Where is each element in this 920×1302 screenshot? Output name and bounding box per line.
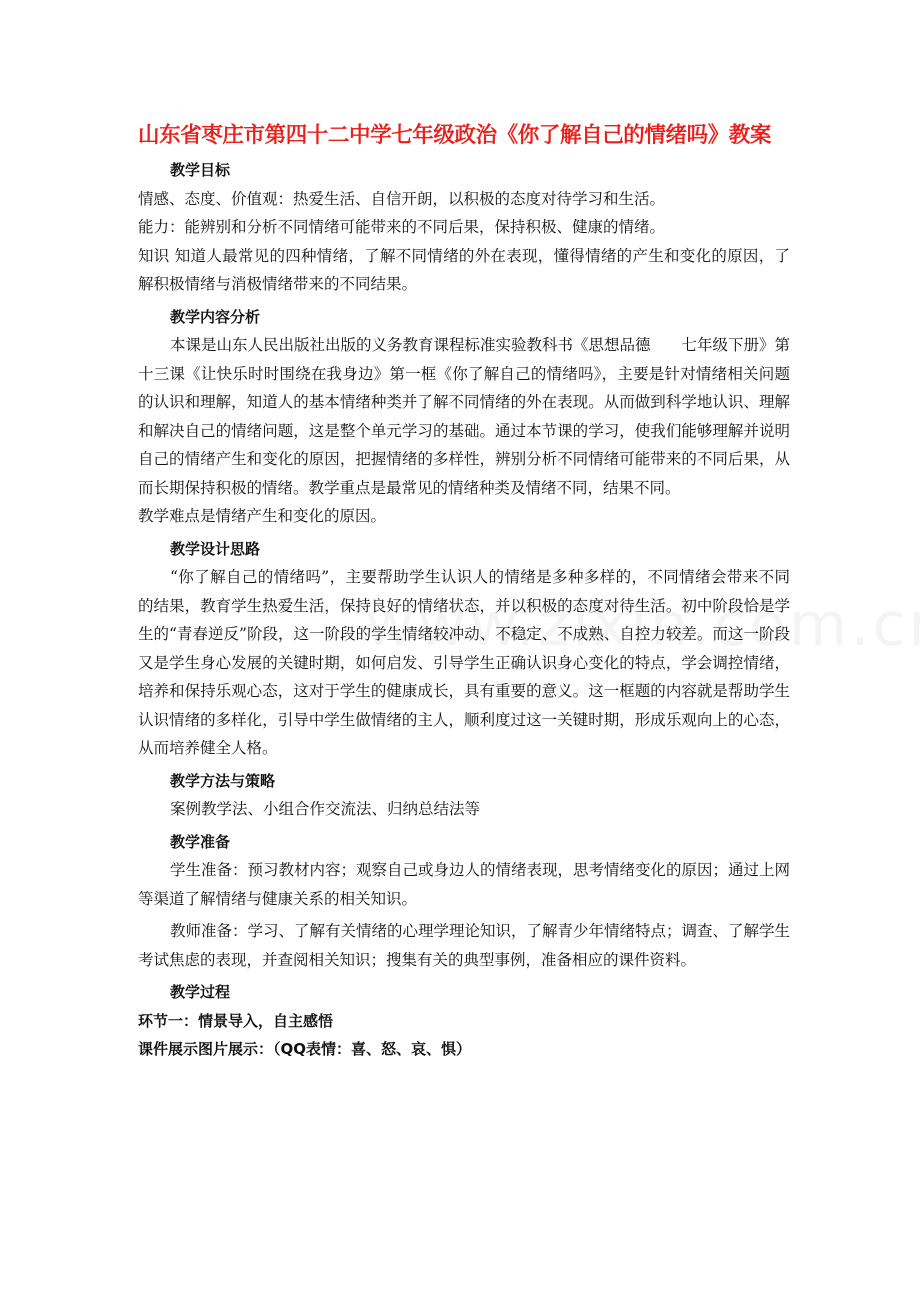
document-title: 山东省枣庄市第四十二中学七年级政治《你了解自己的情绪吗》教案 <box>138 123 772 148</box>
difficulty-paragraph: 教学难点是情绪产生和变化的原因。 <box>138 507 387 525</box>
goal-emotion: 情感、态度、价值观：热爱生活、自信开朗，以积极的态度对待学习和生活。 <box>138 189 666 208</box>
goal-knowledge: 知识 知道人最常见的四种情绪，了解不同情绪的外在表现，懂得情绪的产生和变化的原因，了解积极情绪与消极情绪带来的不同结果。 <box>138 246 790 293</box>
design-paragraph: “你了解自己的情绪吗”，主要帮助学生认识人的情绪是多种多样的，不同情绪会带来不同的结果，教育学生热爱生活，保持良好的情绪状态，并以积极的态度对待生活。初中阶段恰是学生的“青春逆反”阶段，这一阶段的学生情绪较冲动、不稳定、不成熟、自控力较差。而这一阶段又是学生身心发展的关键时期，如何启发、引导学生正确认识身心变化的特点，学会调控情绪，培养和保持乐观心态，这对于学生的健康成长，具有重要的意义。这一框题的内容就是帮助学生认识情绪的多样化，引导中学生做情绪的主人，顺利度过这一关键时期，形成乐观向上的心态，从而培养健全人格。 <box>138 568 790 757</box>
document-body <box>138 156 790 1064</box>
heading-methods: 教学方法与策略 <box>170 771 276 790</box>
heading-goals: 教学目标 <box>170 161 231 179</box>
teacher-preparation: 教师准备：学习、了解有关情绪的心理学理论知识，了解青少年情绪特点；调查、了解学生考试焦虑的表现，并查阅相关知识；搜集有关的典型事例，准备相应的课件资料。 <box>138 922 791 969</box>
process-step-1-detail: 课件展示图片展示：（QQ表情：喜、怒、哀、惧） <box>138 1040 472 1058</box>
heading-preparation: 教学准备 <box>170 832 231 851</box>
heading-design: 教学设计思路 <box>170 539 261 558</box>
content-analysis-paragraph: 本课是山东人民出版社出版的义务教育课程标准实验教科书《思想品德 七年级下册》第十三课《让快乐时时围绕在我身边》第一框《你了解自己的情绪吗》，主要是针对情绪相关问题的认识和理解，知道人的基本情绪种类并了解不同情绪的外在表现。从而做到科学地认识、理解和解决自己的情绪问题，这是整个单元学习的基础。通过本节课的学习，使我们能够理解并说明自己的情绪产生和变化的原因，把握情绪的多样性，辨别分析不同情绪可能带来的不同后果，从而长期保持积极的情绪。教学重点是最常见的情绪种类及情绪不同，结果不同。 <box>138 336 791 497</box>
process-step-1: 环节一：情景导入，自主感悟 <box>138 1011 334 1030</box>
heading-process: 教学过程 <box>170 983 231 1001</box>
methods-paragraph: 案例教学法、小组合作交流法、归纳总结法等 <box>170 800 481 818</box>
heading-content-analysis: 教学内容分析 <box>170 307 261 326</box>
student-preparation: 学生准备：预习教材内容；观察自己或身边人的情绪表现，思考情绪变化的原因；通过上网等渠道了解情绪与健康关系的相关知识。 <box>138 861 791 908</box>
goal-ability: 能力：能辨别和分析不同情绪可能带来的不同后果，保持积极、健康的情绪。 <box>138 218 666 236</box>
